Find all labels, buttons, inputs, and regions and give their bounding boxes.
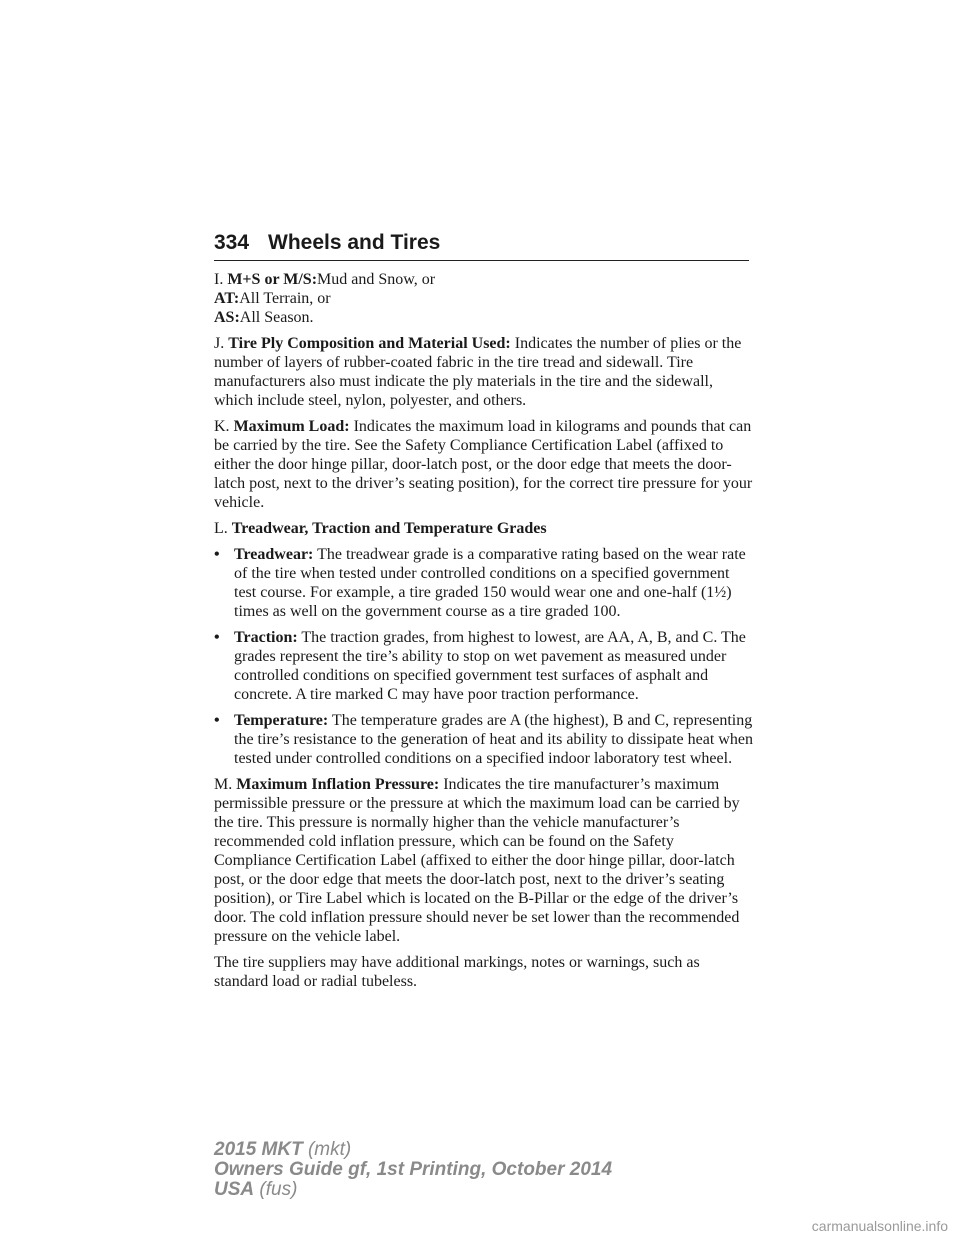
- item-j-letter: J.: [214, 335, 225, 352]
- bullet-traction-term: Traction:: [234, 629, 298, 646]
- item-m-letter: M.: [214, 776, 233, 793]
- bullet-dot: •: [214, 546, 220, 563]
- item-l: [214, 519, 754, 538]
- bullet-dot: •: [214, 712, 220, 729]
- bullet-traction-text: The traction grades, from highest to lowest, are AA, A, B, and C. The grades represent the tire’s ability to stop on wet pavement as measured under controlled conditions on specified government test surfaces of asphalt and concrete. A tire marked C may have poor traction performance.: [234, 629, 746, 703]
- item-m: [214, 775, 754, 946]
- closing-paragraph: The tire suppliers may have additional markings, notes or warnings, such as standard load or radial tubeless.: [214, 954, 700, 990]
- item-i-text: Mud and Snow, or: [317, 271, 436, 288]
- bullet-treadwear-term: Treadwear:: [234, 546, 314, 563]
- item-m-text: Indicates the tire manufacturer’s maximum permissible pressure or the pressure at which the maximum load can be carried by the tire. This pressure is normally higher than the vehicle manufacturer’s recommended cold inflation pressure, which can be found on the Safety Compliance Certification Label (affixed to either the door hinge pillar, door-latch post, or the door edge that meets the door-latch post, next to the driver’s seating position), or Tire Label which is located on the B-Pillar or the edge of the driver’s door. The cold inflation pressure should never be set lower than the recommended pressure on the vehicle label.: [214, 776, 740, 945]
- item-l-letter: L.: [214, 520, 228, 537]
- footer-market: USA: [214, 1179, 255, 1200]
- item-k-text: Indicates the maximum load in kilograms and pounds that can be carried by the tire. See the Safety Compliance Certification Label (affixed to either the door hinge pillar, door-latch post, or the door edge that meets the door-latch post, next to the driver’s seating position), for the correct tire pressure for your vehicle.: [214, 418, 753, 511]
- footer-market-code: (fus): [259, 1179, 298, 1200]
- page-number: 334: [214, 231, 250, 254]
- bullet-temperature-text: The temperature grades are A (the highest), B and C, representing the tire’s resistance to the generation of heat and its ability to dissipate heat when tested under controlled conditions on a specified indoor laboratory test wheel.: [234, 712, 753, 767]
- item-k: [214, 417, 754, 512]
- watermark: carmanualsonline.info: [811, 1218, 948, 1234]
- item-j: [214, 334, 754, 410]
- footer-line-2: Owners Guide gf, 1st Printing, October 2014: [214, 1159, 613, 1180]
- item-i-letter: I.: [214, 271, 224, 288]
- page-footer: [214, 1140, 612, 1200]
- item-l-term: Treadwear, Traction and Temperature Grades: [231, 520, 547, 537]
- item-at-term: AT:: [214, 290, 240, 307]
- section-title: Wheels and Tires: [268, 231, 441, 254]
- bullet-treadwear: [214, 545, 754, 621]
- footer-model: 2015 MKT: [214, 1139, 303, 1160]
- item-i: [214, 270, 754, 289]
- bullet-temperature: [214, 711, 754, 768]
- item-j-term: Tire Ply Composition and Material Used:: [228, 335, 511, 352]
- bullet-temperature-term: Temperature:: [234, 712, 329, 729]
- bullet-traction: [214, 628, 754, 704]
- footer-line-3: [214, 1180, 612, 1200]
- item-m-term: Maximum Inflation Pressure:: [236, 776, 440, 793]
- bullet-dot: •: [214, 629, 220, 646]
- item-i-term: M+S or M/S:: [227, 271, 318, 288]
- item-as-term: AS:: [214, 309, 240, 326]
- item-as: [214, 308, 754, 327]
- footer-line-1: [214, 1140, 612, 1160]
- item-as-text: All Season.: [239, 309, 314, 326]
- item-at: [214, 289, 754, 308]
- item-k-term: Maximum Load:: [233, 418, 350, 435]
- item-at-text: All Terrain, or: [239, 290, 331, 307]
- page-content: [214, 270, 754, 998]
- footer-model-code: (mkt): [307, 1139, 352, 1160]
- item-k-letter: K.: [214, 418, 230, 435]
- bullet-treadwear-text: The treadwear grade is a comparative rating based on the wear rate of the tire when tested under controlled conditions on a specified government test course. For example, a tire graded 150 would wear one and one-half (1½) times as well on the government course as a tire graded 100.: [234, 546, 746, 620]
- page-header: [214, 228, 749, 261]
- item-j-text: Indicates the number of plies or the number of layers of rubber-coated fabric in the tire tread and sidewall. Tire manufacturers also must indicate the ply materials in the tire and the sidewall, which include steel, nylon, polyester, and others.: [214, 335, 742, 409]
